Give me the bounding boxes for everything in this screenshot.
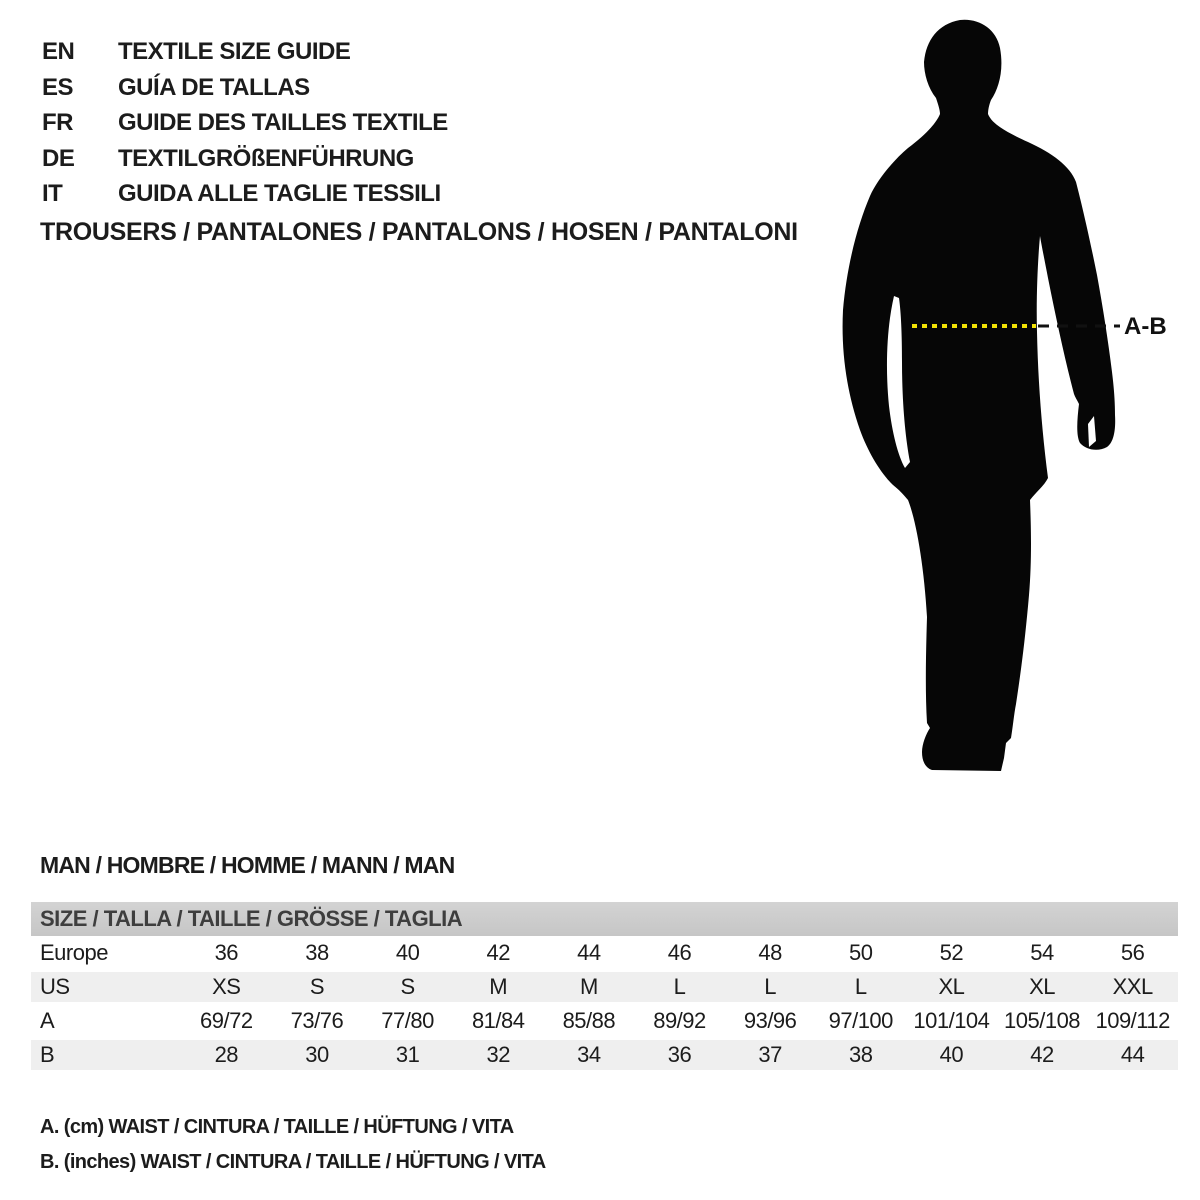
size-cell: 40	[395, 940, 420, 965]
size-cell: 42	[1030, 1042, 1054, 1067]
size-cell: L	[854, 974, 867, 999]
language-row-it	[42, 176, 448, 212]
man-silhouette-svg	[820, 0, 1200, 800]
size-cell: 38	[849, 1042, 873, 1067]
language-code: FR	[42, 109, 73, 136]
size-cell: 44	[1120, 1042, 1145, 1067]
size-cell: S	[309, 974, 325, 999]
size-cell: 85/88	[562, 1008, 616, 1033]
size-cell: 69/72	[200, 1008, 253, 1033]
man-silhouette-figure	[820, 0, 1200, 800]
size-cell: 46	[667, 940, 692, 965]
size-cell: XXL	[1112, 974, 1153, 999]
language-label: GUÍA DE TALLAS	[118, 73, 310, 101]
language-label: TEXTILGRÖßENFÜHRUNG	[118, 144, 414, 172]
row-label: Europe	[40, 940, 108, 965]
size-cell: 28	[214, 1042, 239, 1067]
size-cell: 42	[486, 940, 510, 965]
size-cell: XL	[938, 974, 965, 999]
man-silhouette	[843, 20, 1116, 771]
language-label: TEXTILE SIZE GUIDE	[118, 38, 351, 65]
language-row-fr	[42, 105, 448, 141]
size-cell: L	[764, 974, 776, 999]
size-cell: L	[673, 974, 686, 999]
row-label: B	[40, 1042, 55, 1067]
size-cell: 52	[939, 940, 964, 965]
table-row-b-inches	[31, 1038, 1178, 1072]
size-cell: 44	[577, 940, 601, 965]
size-cell: 34	[577, 1042, 601, 1067]
size-cell: 109/112	[1095, 1008, 1170, 1033]
waist-measure-label: A-B	[1124, 313, 1167, 340]
size-cell: 89/92	[653, 1008, 706, 1033]
size-table-header: SIZE / TALLA / TAILLE / GRÖSSE / TAGLIA	[31, 902, 1178, 936]
size-cell: 37	[758, 1042, 782, 1067]
footnote-a: A. (cm) WAIST / CINTURA / TAILLE / HÜFTUNG / VITA	[40, 1116, 514, 1138]
size-cell: 40	[939, 1042, 964, 1067]
footnotes	[40, 1110, 546, 1180]
row-label: A	[40, 1008, 55, 1033]
size-cell: 105/108	[1004, 1008, 1081, 1033]
size-cell: 77/80	[381, 1008, 434, 1033]
language-row-es	[42, 70, 448, 106]
size-cell: M	[579, 974, 598, 999]
size-cell: 31	[395, 1042, 420, 1067]
language-row-en	[42, 34, 448, 70]
size-cell: M	[489, 974, 508, 999]
size-cell: 30	[305, 1042, 329, 1067]
size-table	[31, 902, 1178, 1072]
size-cell: 97/100	[828, 1008, 893, 1033]
footnote-b: B. (inches) WAIST / CINTURA / TAILLE / HÜFTUNG / VITA	[40, 1151, 546, 1173]
language-code: EN	[42, 38, 75, 65]
language-row-de	[42, 141, 448, 177]
size-cell: 36	[214, 940, 239, 965]
size-cell: 101/104	[913, 1008, 990, 1033]
size-cell: 93/96	[743, 1008, 797, 1033]
language-label: GUIDA ALLE TAGLIE TESSILI	[118, 180, 441, 207]
size-cell: 48	[758, 940, 782, 965]
size-cell: 50	[849, 940, 873, 965]
size-cell: 73/76	[290, 1008, 344, 1033]
size-cell: 56	[1120, 940, 1145, 965]
row-label: US	[40, 974, 70, 999]
language-code: DE	[42, 144, 75, 172]
language-code: IT	[42, 180, 63, 207]
table-row-a-cm	[31, 1004, 1178, 1038]
size-cell: 38	[305, 940, 329, 965]
size-cell: XS	[212, 974, 241, 999]
table-row-us	[31, 970, 1178, 1004]
size-cell: 32	[486, 1042, 510, 1067]
language-code: ES	[42, 73, 74, 101]
language-label: GUIDE DES TAILLES TEXTILE	[118, 109, 448, 136]
size-cell: 81/84	[471, 1008, 525, 1033]
language-guide	[42, 34, 448, 212]
size-cell: S	[400, 974, 415, 999]
table-row-europe	[31, 936, 1178, 970]
size-cell: XL	[1029, 974, 1055, 999]
size-cell: 36	[667, 1042, 692, 1067]
product-heading: TROUSERS / PANTALONES / PANTALONS / HOSEN / PANTALONI	[40, 218, 798, 246]
section-heading-man: MAN / HOMBRE / HOMME / MANN / MAN	[40, 852, 455, 878]
size-cell: 54	[1030, 940, 1054, 965]
